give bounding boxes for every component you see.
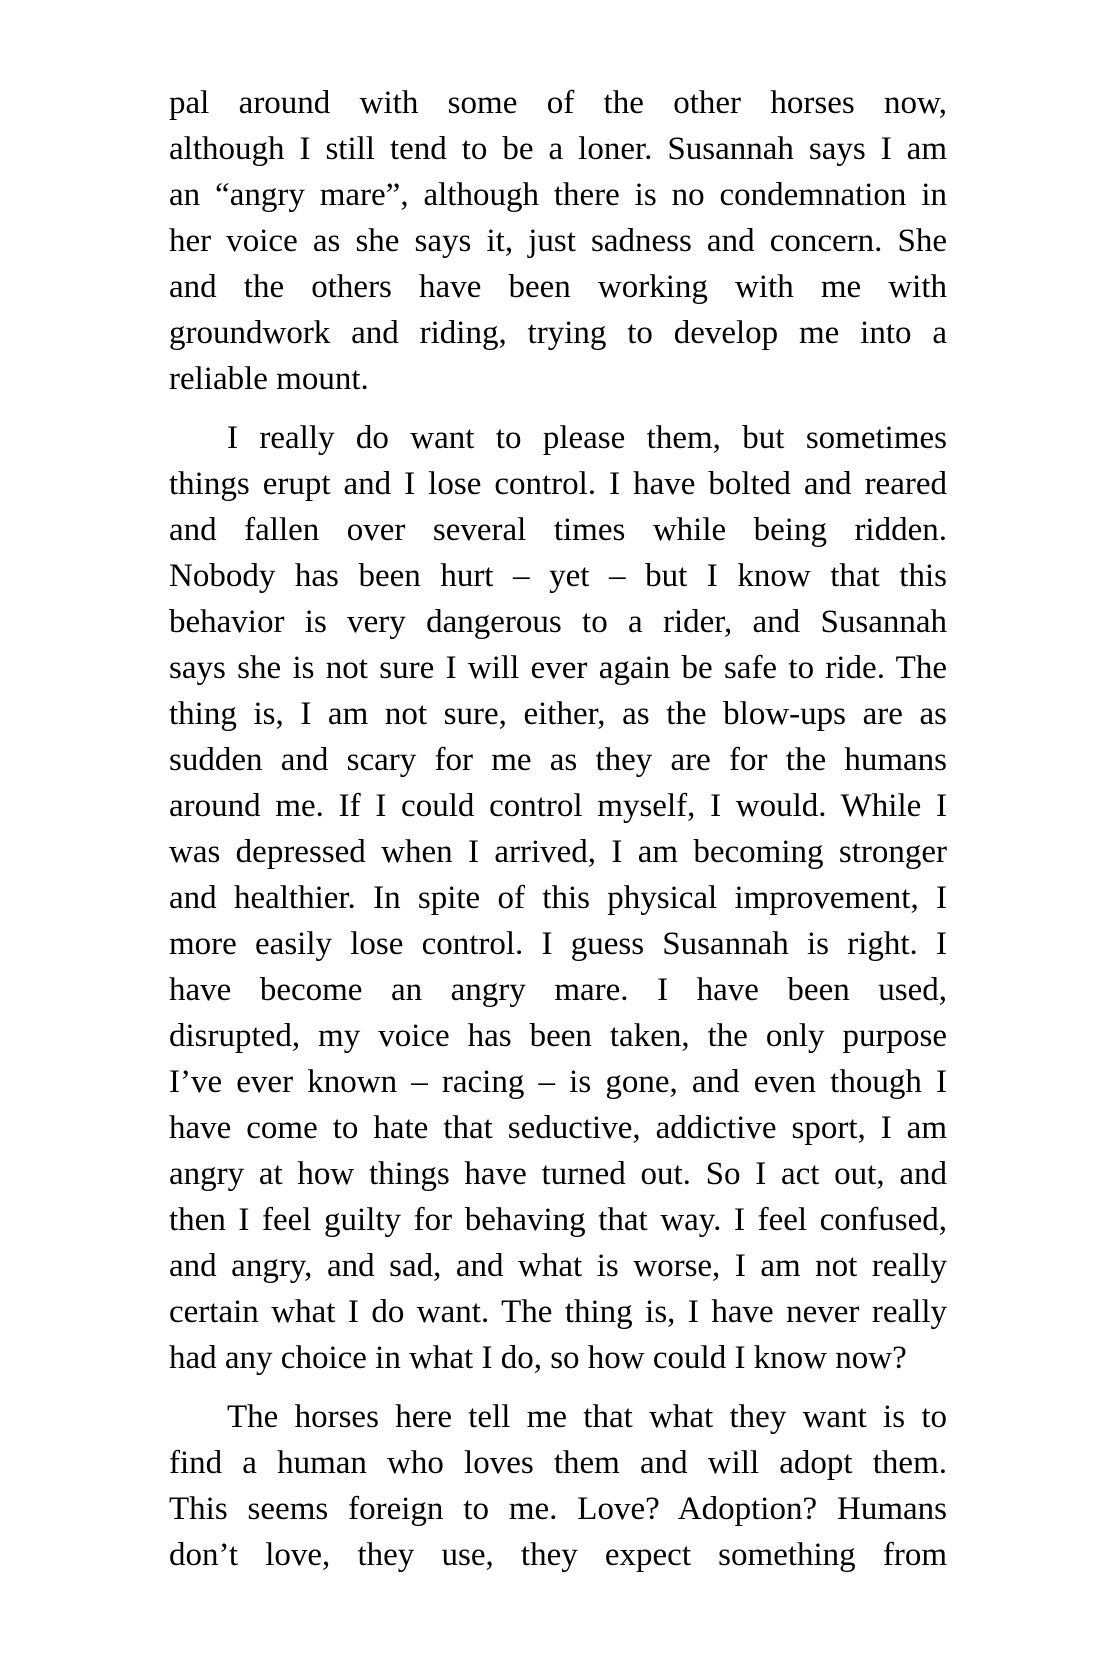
text-line: have come to hate that seductive, addictive sport, I am	[169, 1110, 947, 1146]
text-line: Nobody has been hurt – yet – but I know that this	[169, 558, 947, 594]
paragraph-1	[169, 80, 947, 402]
text-line: The horses here tell me that what they want is to	[227, 1399, 947, 1435]
text-line: and the others have been working with me with	[169, 269, 947, 305]
text-line: more easily lose control. I guess Susannah is right. I	[169, 926, 947, 962]
text-line: I really do want to please them, but sometimes	[227, 420, 947, 456]
text-line: although I still tend to be a loner. Susannah says I am	[169, 131, 947, 167]
text-line: thing is, I am not sure, either, as the blow-ups are as	[169, 696, 947, 732]
text-line: says she is not sure I will ever again be safe to ride. The	[169, 650, 947, 686]
text-line: and angry, and sad, and what is worse, I am not really	[169, 1248, 947, 1284]
text-line: an “angry mare”, although there is no condemnation in	[169, 177, 947, 213]
paragraph-3	[169, 1394, 947, 1578]
text-line: disrupted, my voice has been taken, the only purpose	[169, 1018, 947, 1054]
text-line: have become an angry mare. I have been used,	[169, 972, 947, 1008]
text-line: sudden and scary for me as they are for the humans	[169, 742, 947, 778]
text-line: was depressed when I arrived, I am becoming stronger	[169, 834, 947, 870]
text-line: pal around with some of the other horses now,	[169, 85, 947, 121]
text-line: don’t love, they use, they expect something from	[169, 1537, 947, 1573]
text-line: her voice as she says it, just sadness and concern. She	[169, 223, 947, 259]
text-line: things erupt and I lose control. I have bolted and reared	[169, 466, 947, 502]
text-line: groundwork and riding, trying to develop me into a	[169, 315, 947, 351]
text-line: certain what I do want. The thing is, I have never really	[169, 1294, 947, 1330]
text-line: then I feel guilty for behaving that way. I feel confused,	[169, 1202, 947, 1238]
text-line: This seems foreign to me. Love? Adoption? Humans	[169, 1491, 947, 1527]
text-line: and fallen over several times while being ridden.	[169, 512, 947, 548]
text-line: find a human who loves them and will adopt them.	[169, 1445, 947, 1481]
text-line: around me. If I could control myself, I would. While I	[169, 788, 947, 824]
text-line: angry at how things have turned out. So I act out, and	[169, 1156, 947, 1192]
text-line: behavior is very dangerous to a rider, and Susannah	[169, 604, 947, 640]
text-line: reliable mount.	[169, 361, 369, 397]
paragraph-2	[169, 415, 947, 1381]
text-line: I’ve ever known – racing – is gone, and even though I	[169, 1064, 947, 1100]
text-line: and healthier. In spite of this physical improvement, I	[169, 880, 947, 916]
text-line: had any choice in what I do, so how could I know now?	[169, 1340, 907, 1376]
